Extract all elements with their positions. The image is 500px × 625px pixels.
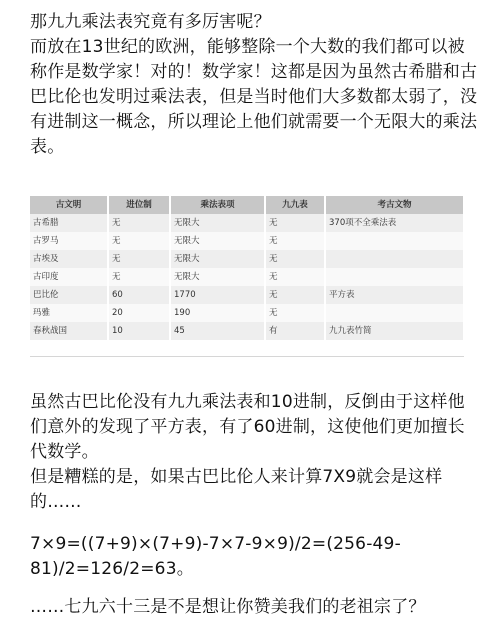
header-civilization: 古文明 <box>30 196 108 214</box>
table-cell: 无 <box>265 304 325 322</box>
table-cell: 古罗马 <box>30 232 108 250</box>
table-cell: 无限大 <box>170 250 265 268</box>
header-number-base: 进位制 <box>108 196 170 214</box>
table-cell: 无 <box>265 286 325 304</box>
table-cell <box>325 304 464 322</box>
table-row <box>30 250 464 268</box>
table-cell: 古印度 <box>30 268 108 286</box>
table-cell: 20 <box>108 304 170 322</box>
table-cell: 无 <box>265 250 325 268</box>
table-cell: 370项不全乘法表 <box>325 214 464 232</box>
table-header-row <box>30 196 464 214</box>
civilization-table <box>30 196 465 340</box>
formula-paragraph: 7×9=((7+9)×(7+9)-7×7-9×9)/2=(256-49-81)/2=126/2=63。 <box>30 534 401 579</box>
table-row <box>30 322 464 340</box>
header-table-entries: 乘法表项 <box>170 196 265 214</box>
table-row <box>30 286 464 304</box>
table-cell: 春秋战国 <box>30 322 108 340</box>
table-cell: 巴比伦 <box>30 286 108 304</box>
table-cell <box>325 250 464 268</box>
calculation-intro-paragraph: 但是糟糕的是，如果古巴比伦人来计算7X9就会是这样的…… <box>30 467 443 512</box>
table-cell: 玛雅 <box>30 304 108 322</box>
table-cell: 10 <box>108 322 170 340</box>
table-cell: 有 <box>265 322 325 340</box>
table-cell: 无限大 <box>170 268 265 286</box>
table-row <box>30 268 464 286</box>
table-cell: 60 <box>108 286 170 304</box>
babylon-paragraph: 虽然古巴比伦没有九九乘法表和10进制，反倒由于这样他们意外的发现了平方表，有了60进制，这使他们更加擅长代数学。 <box>30 392 465 462</box>
table-cell: 无 <box>108 232 170 250</box>
table-cell: 1770 <box>170 286 265 304</box>
table-cell: 45 <box>170 322 265 340</box>
table-cell: 古埃及 <box>30 250 108 268</box>
table-cell <box>325 232 464 250</box>
closing-paragraph: ……七九六十三是不是想让你赞美我们的老祖宗了？ <box>30 597 426 617</box>
table-cell: 无 <box>265 232 325 250</box>
table-cell: 无 <box>108 250 170 268</box>
table-cell: 无 <box>265 268 325 286</box>
table-cell: 古希腊 <box>30 214 108 232</box>
intro-paragraph: 那九九乘法表究竟有多厉害呢？ 而放在13世纪的欧洲，能够整除一个大数的我们都可以被称作是数学家！对的！数学家！这都是因为虽然古希腊和古巴比伦也发明过乘法表，但是当时他们大多数都太弱了，没有进制这一概念，所以理论上他们就需要一个无限大的乘法表。 <box>30 12 478 157</box>
table-cell: 无 <box>108 214 170 232</box>
table-cell: 190 <box>170 304 265 322</box>
table-cell: 无 <box>108 268 170 286</box>
table-cell: 九九表竹简 <box>325 322 464 340</box>
table-cell <box>325 268 464 286</box>
header-nine-nine-table: 九九表 <box>265 196 325 214</box>
table-cell: 无限大 <box>170 232 265 250</box>
table-cell: 无 <box>265 214 325 232</box>
table-row <box>30 304 464 322</box>
table-row <box>30 214 464 232</box>
table-cell: 平方表 <box>325 286 464 304</box>
table-cell: 无限大 <box>170 214 265 232</box>
table-bottom-rule <box>30 356 464 357</box>
table-row <box>30 232 464 250</box>
header-artifacts: 考古文物 <box>325 196 464 214</box>
